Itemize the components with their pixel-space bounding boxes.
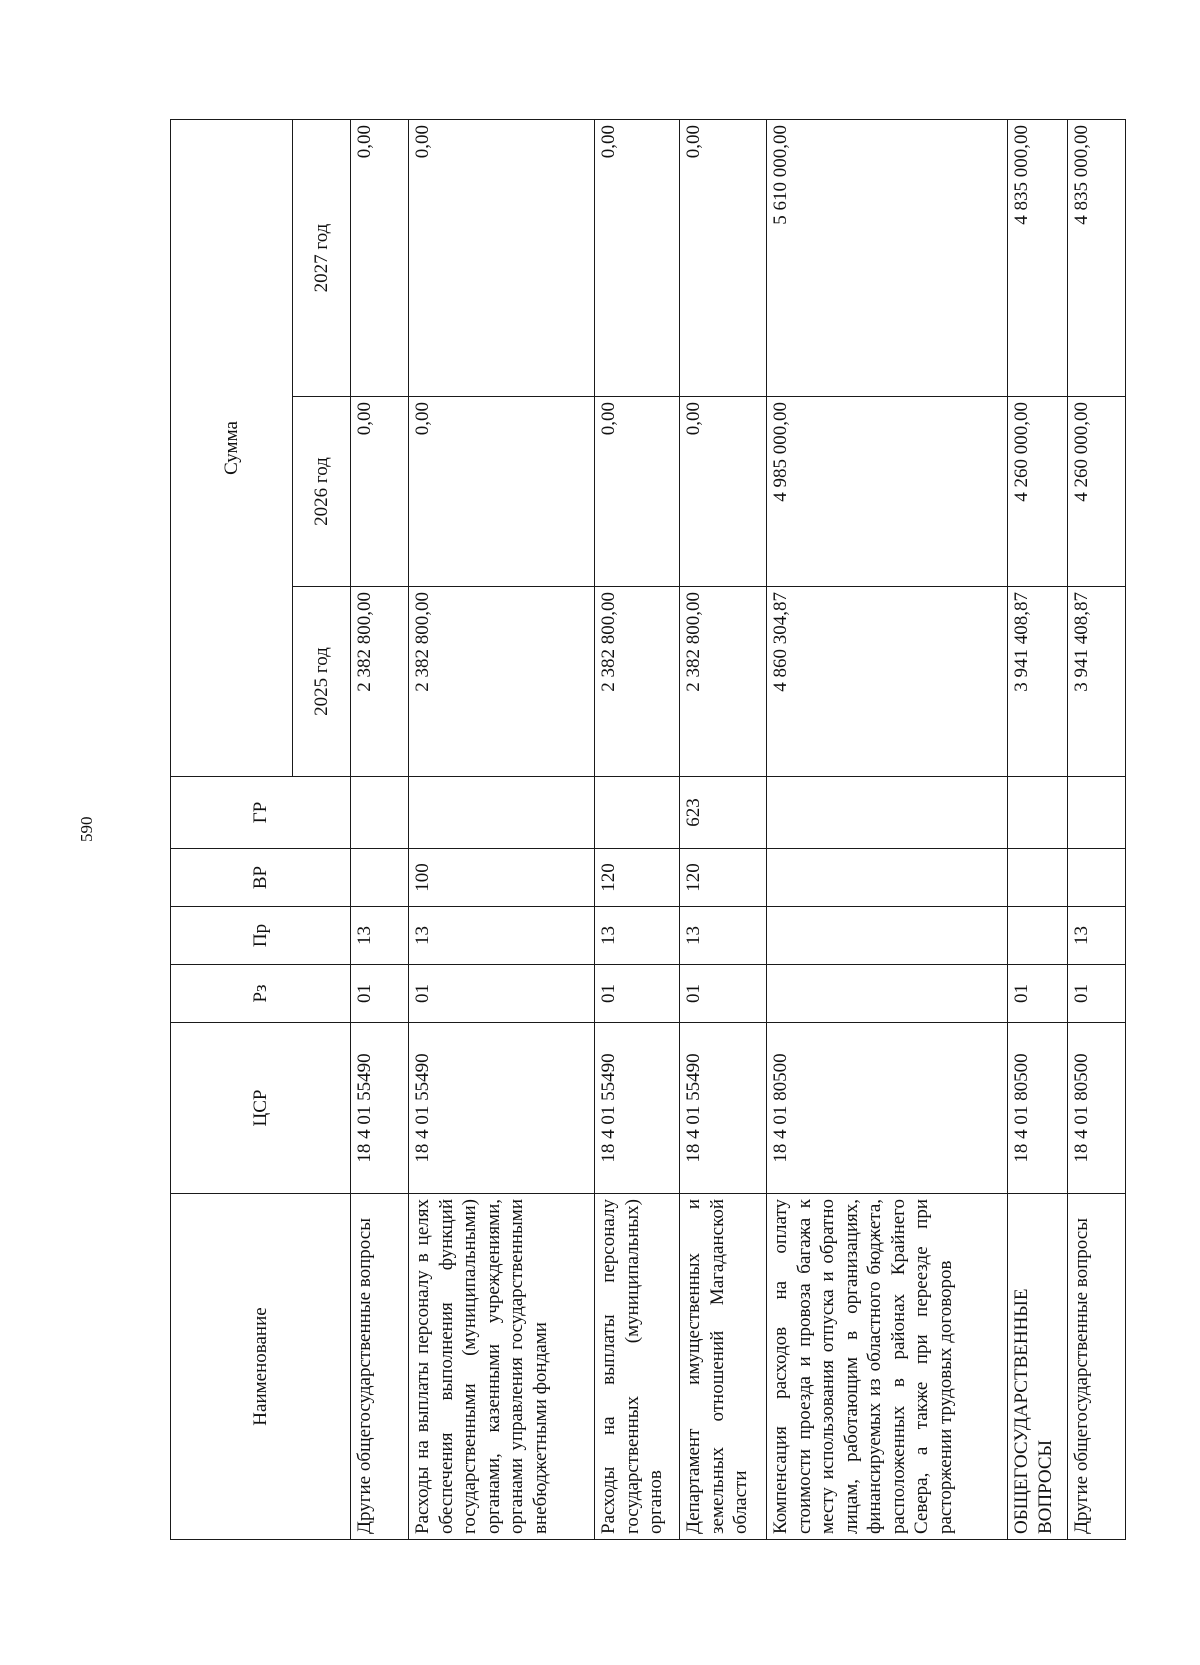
row-sum-2027: 4 835 000,00 [1008, 119, 1068, 396]
row-sum-2026: 0,00 [680, 397, 767, 587]
row-csr: 18 4 01 55490 [351, 1023, 409, 1194]
row-pr: 13 [680, 907, 767, 965]
row-vr: 120 [680, 849, 767, 907]
row-rz: 01 [595, 965, 680, 1023]
header-vr: ВР [171, 849, 351, 907]
header-gr: ГР [171, 777, 351, 849]
budget-table [170, 119, 1126, 1540]
row-sum-2025: 2 382 800,00 [409, 587, 595, 777]
row-rz: 01 [680, 965, 767, 1023]
row-sum-2027: 4 835 000,00 [1068, 119, 1126, 396]
table-row [595, 119, 680, 1539]
row-gr [1068, 777, 1126, 849]
row-rz: 01 [1008, 965, 1068, 1023]
row-sum-2025: 4 860 304,87 [767, 587, 1008, 777]
row-vr: 100 [409, 849, 595, 907]
row-csr: 18 4 01 80500 [1008, 1023, 1068, 1194]
row-sum-2027: 0,00 [351, 119, 409, 396]
header-pr: Пр [171, 907, 351, 965]
row-gr: 623 [680, 777, 767, 849]
rotated-budget-sheet [170, 120, 1092, 1540]
row-vr [1068, 849, 1126, 907]
row-vr [351, 849, 409, 907]
row-vr [1008, 849, 1068, 907]
row-name: ОБЩЕГОСУДАРСТВЕННЫЕ ВОПРОСЫ [1008, 1194, 1068, 1540]
row-gr [409, 777, 595, 849]
row-name: Компенсация расходов на оплату стоимости проезда и провоза багажа к месту использования отпуска и обратно лицам, работающим в организациях, финансируемых из областного бюджета, расположенных в районах Крайнего Севера, а также при переезде при расторжении трудовых договоров [767, 1194, 1008, 1540]
row-name: Департамент имущественных и земельных отношений Магаданской области [680, 1194, 767, 1540]
row-sum-2026: 4 260 000,00 [1068, 397, 1126, 587]
header-sum: Сумма [171, 119, 293, 776]
row-sum-2026: 0,00 [351, 397, 409, 587]
row-csr: 18 4 01 80500 [1068, 1023, 1126, 1194]
row-sum-2027: 0,00 [409, 119, 595, 396]
header-year-2026: 2026 год [293, 397, 351, 587]
page-number: 590 [77, 816, 96, 842]
header-row-main [171, 119, 293, 1539]
row-rz [767, 965, 1008, 1023]
row-name: Другие общегосударственные вопросы [351, 1194, 409, 1540]
row-pr: 13 [595, 907, 680, 965]
table-row [767, 119, 1008, 1539]
row-vr [767, 849, 1008, 907]
header-year-2027: 2027 год [293, 119, 351, 396]
row-gr [1008, 777, 1068, 849]
row-sum-2026: 0,00 [409, 397, 595, 587]
row-sum-2026: 4 260 000,00 [1008, 397, 1068, 587]
row-sum-2025: 2 382 800,00 [680, 587, 767, 777]
row-name: Расходы на выплаты персоналу в целях обеспечения выполнения функций государственными (муниципальными) органами, казенными учреждениями, органами управления государственными внебюджетными фондами [409, 1194, 595, 1540]
row-sum-2025: 2 382 800,00 [351, 587, 409, 777]
row-pr: 13 [1068, 907, 1126, 965]
row-csr: 18 4 01 55490 [680, 1023, 767, 1194]
row-name: Расходы на выплаты персоналу государственных (муниципальных) органов [595, 1194, 680, 1540]
row-pr: 13 [351, 907, 409, 965]
row-sum-2026: 0,00 [595, 397, 680, 587]
row-sum-2025: 3 941 408,87 [1008, 587, 1068, 777]
header-rz: Рз [171, 965, 351, 1023]
row-gr [767, 777, 1008, 849]
header-csr: ЦСР [171, 1023, 351, 1194]
table-row [409, 119, 595, 1539]
table-row [351, 119, 409, 1539]
table-row [1068, 119, 1126, 1539]
table-row [1008, 119, 1068, 1539]
row-sum-2025: 2 382 800,00 [595, 587, 680, 777]
row-pr: 13 [409, 907, 595, 965]
row-csr: 18 4 01 55490 [409, 1023, 595, 1194]
row-gr [351, 777, 409, 849]
row-sum-2027: 0,00 [680, 119, 767, 396]
row-sum-2026: 4 985 000,00 [767, 397, 1008, 587]
row-pr [1008, 907, 1068, 965]
row-csr: 18 4 01 80500 [767, 1023, 1008, 1194]
header-name: Наименование [171, 1194, 351, 1540]
table-row [680, 119, 767, 1539]
row-rz: 01 [1068, 965, 1126, 1023]
row-rz: 01 [351, 965, 409, 1023]
row-name: Другие общегосударственные вопросы [1068, 1194, 1126, 1540]
row-rz: 01 [409, 965, 595, 1023]
row-gr [595, 777, 680, 849]
row-sum-2025: 3 941 408,87 [1068, 587, 1126, 777]
row-sum-2027: 5 610 000,00 [767, 119, 1008, 396]
row-sum-2027: 0,00 [595, 119, 680, 396]
row-csr: 18 4 01 55490 [595, 1023, 680, 1194]
row-vr: 120 [595, 849, 680, 907]
header-year-2025: 2025 год [293, 587, 351, 777]
row-pr [767, 907, 1008, 965]
